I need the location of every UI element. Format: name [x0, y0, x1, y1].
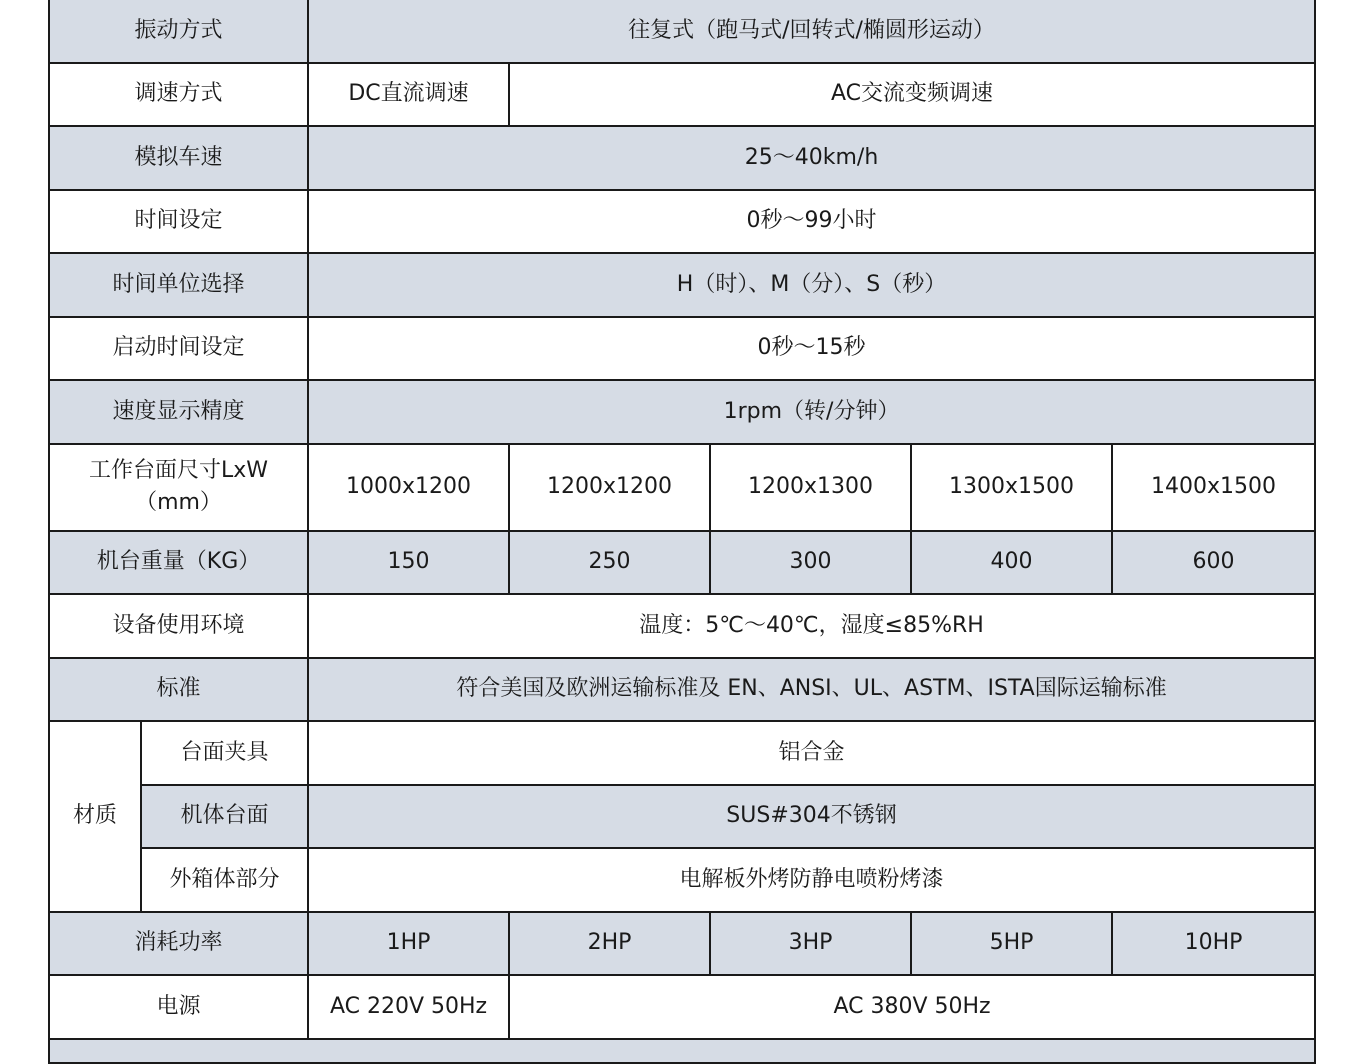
row-weight	[49, 531, 1315, 595]
table-size-label	[49, 444, 308, 531]
weight-value: 150	[308, 531, 509, 595]
material-body-table-value: SUS#304不锈钢	[308, 785, 1315, 849]
power-supply-ac220: AC 220V 50Hz	[308, 975, 509, 1039]
spec-table	[48, 0, 1316, 1064]
partial-next-row	[49, 1039, 1315, 1063]
weight-value: 300	[710, 531, 911, 595]
sim-speed-label: 模拟车速	[49, 126, 308, 190]
material-cabinet-value: 电解板外烤防静电喷粉烤漆	[308, 848, 1315, 912]
row-time-setting	[49, 190, 1315, 254]
sim-speed-value: 25～40km/h	[308, 126, 1315, 190]
power-supply-label: 电源	[49, 975, 308, 1039]
environment-label: 设备使用环境	[49, 594, 308, 658]
speed-control-label: 调速方式	[49, 63, 308, 127]
power-consumption-value: 3HP	[710, 912, 911, 976]
material-fixture-label: 台面夹具	[141, 721, 308, 785]
weight-value: 250	[509, 531, 710, 595]
speed-precision-value: 1rpm（转/分钟）	[308, 380, 1315, 444]
row-speed-precision	[49, 380, 1315, 444]
row-material-fixture	[49, 721, 1315, 785]
standard-value: 符合美国及欧洲运输标准及 EN、ANSI、UL、ASTM、ISTA国际运输标准	[308, 658, 1315, 722]
table-size-value: 1200x1300	[710, 444, 911, 531]
weight-value: 600	[1112, 531, 1315, 595]
row-power-consumption	[49, 912, 1315, 976]
row-partial-next	[49, 1039, 1315, 1063]
table-size-value: 1400x1500	[1112, 444, 1315, 531]
power-consumption-value: 10HP	[1112, 912, 1315, 976]
vibration-label: 振动方式	[49, 0, 308, 63]
power-supply-ac380: AC 380V 50Hz	[509, 975, 1315, 1039]
row-speed-control	[49, 63, 1315, 127]
table-size-value: 1200x1200	[509, 444, 710, 531]
time-setting-label: 时间设定	[49, 190, 308, 254]
row-start-time	[49, 317, 1315, 381]
table-size-value: 1000x1200	[308, 444, 509, 531]
power-consumption-value: 1HP	[308, 912, 509, 976]
table-size-value: 1300x1500	[911, 444, 1112, 531]
row-vibration	[49, 0, 1315, 63]
speed-control-dc: DC直流调速	[308, 63, 509, 127]
row-material-body-table	[49, 785, 1315, 849]
standard-label: 标准	[49, 658, 308, 722]
speed-precision-label: 速度显示精度	[49, 380, 308, 444]
start-time-value: 0秒～15秒	[308, 317, 1315, 381]
time-unit-label: 时间单位选择	[49, 253, 308, 317]
table-size-label-line2: （mm）	[135, 490, 222, 515]
material-fixture-value: 铝合金	[308, 721, 1315, 785]
weight-value: 400	[911, 531, 1112, 595]
material-body-table-label: 机体台面	[141, 785, 308, 849]
weight-label: 机台重量（KG）	[49, 531, 308, 595]
start-time-label: 启动时间设定	[49, 317, 308, 381]
speed-control-ac: AC交流变频调速	[509, 63, 1315, 127]
environment-value: 温度：5℃～40℃，湿度≤85%RH	[308, 594, 1315, 658]
row-time-unit	[49, 253, 1315, 317]
row-sim-speed	[49, 126, 1315, 190]
power-consumption-value: 5HP	[911, 912, 1112, 976]
power-consumption-value: 2HP	[509, 912, 710, 976]
material-label: 材质	[49, 721, 141, 912]
time-setting-value: 0秒～99小时	[308, 190, 1315, 254]
row-standard	[49, 658, 1315, 722]
row-environment	[49, 594, 1315, 658]
time-unit-value: H（时）、M（分）、S（秒）	[308, 253, 1315, 317]
row-material-cabinet	[49, 848, 1315, 912]
vibration-value: 往复式（跑马式/回转式/椭圆形运动）	[308, 0, 1315, 63]
table-size-label-line1: 工作台面尺寸LxW	[88, 458, 269, 483]
row-power-supply	[49, 975, 1315, 1039]
material-cabinet-label: 外箱体部分	[141, 848, 308, 912]
power-consumption-label: 消耗功率	[49, 912, 308, 976]
row-table-size	[49, 444, 1315, 531]
